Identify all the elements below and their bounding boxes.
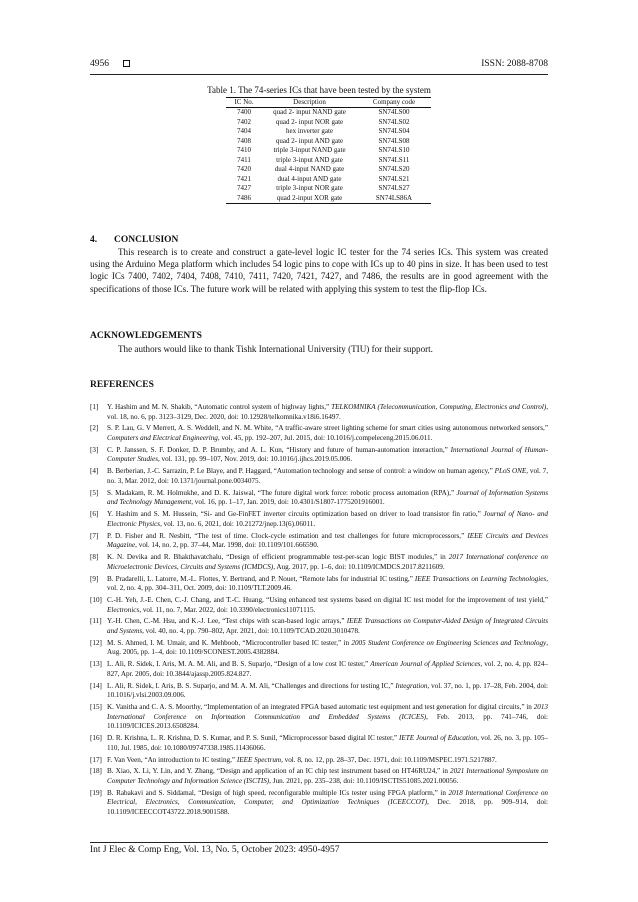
- table-row: [226, 108, 431, 118]
- table-cell: 7427: [237, 184, 251, 193]
- table-cell: quad 2- input AND gate: [275, 136, 344, 145]
- reference-venue: American Journal of Applied Sciences: [370, 660, 481, 669]
- footer-divider: [90, 842, 548, 843]
- reference-number: [18]: [90, 767, 102, 776]
- reference-details: , vol. 8, no. 12, pp. 28–37, Dec. 1971, doi: 10.1109/MSPEC.1971.5217887.: [281, 755, 497, 764]
- table-cell: SN74LS02: [378, 117, 410, 126]
- reference-number: [7]: [90, 531, 99, 540]
- reference-venue: IEEE Spectrum: [236, 755, 282, 764]
- reference-item: [90, 489, 548, 508]
- reference-text: M. S. Ahmed, I. M. Umair, and K. Mehboob, “Microcontroller based IC tester,” in: [107, 638, 352, 647]
- header-divider: [90, 74, 548, 75]
- table-cell: 7410: [237, 146, 251, 155]
- reference-venue: IEEE Circuits and Devices Magazine: [107, 531, 549, 550]
- reference-item: [90, 617, 548, 636]
- reference-venue: TELKOMNIKA (Telecommunication, Computing, Electronics and Control): [331, 403, 547, 411]
- reference-details: , Feb. 2013, pp. 741–746, doi: 10.1109/ICICES.2013.6508284.: [107, 712, 548, 731]
- page-footer: Int J Elec & Comp Eng, Vol. 13, No. 5, October 2023: 4950-4957: [90, 845, 340, 855]
- reference-number: [1]: [90, 403, 99, 411]
- reference-text: K. Vanitha and C. A. S. Moorthy, “Implementation of an integrated FPGA based automatic test equipment and test generation for digital circuits,” in: [107, 703, 534, 712]
- reference-number: [13]: [90, 660, 102, 669]
- reference-details: , vol. 13, no. 6, 2021, doi: 10.21272/jnep.13(6).06011.: [160, 519, 316, 528]
- table-cell: SN74LS08: [378, 136, 410, 145]
- table-row: [226, 118, 431, 127]
- reference-venue: PLoS ONE: [494, 467, 527, 476]
- reference-details: , vol. 37, no. 1, pp. 17–28, Feb. 2004, doi: 10.1016/j.vlsi.2003.09.006.: [107, 681, 549, 700]
- reference-venue: Journal of Nano- and Electronic Physics: [107, 510, 549, 528]
- reference-item: [90, 510, 548, 529]
- reference-item: [90, 767, 548, 786]
- reference-venue: Journal of Information Systems and Technology Management: [107, 488, 548, 507]
- reference-number: [16]: [90, 734, 102, 743]
- table-cell: 7411: [237, 155, 251, 164]
- reference-item: [90, 403, 548, 422]
- reference-item: [90, 532, 548, 551]
- reference-number: [19]: [90, 788, 102, 797]
- reference-number: [14]: [90, 681, 102, 690]
- reference-details: , vol. 2, no. 4, pp. 824–827, Apr. 2005, doi: 10.3844/ajassp.2005.824.827.: [107, 660, 548, 678]
- reference-details: , Dec. 2018, pp. 909–914, doi: 10.1109/ICEECCOT43722.2018.9001588.: [107, 798, 548, 817]
- reference-details: , vol. 14, no. 2, pp. 37–44, Mar. 1998, doi: 10.1109/101.666590.: [135, 541, 319, 550]
- reference-venue: International Journal of Human-Computer Studies: [107, 445, 548, 464]
- table-cell: SN74LS04: [378, 127, 410, 136]
- reference-item: [90, 446, 548, 465]
- table-cell: 7421: [237, 174, 251, 183]
- ic-table: [226, 97, 431, 204]
- table-cell: SN74LS00: [378, 108, 410, 117]
- table-cell: SN74LS11: [378, 155, 410, 164]
- table-row: [226, 146, 431, 155]
- reference-number: [9]: [90, 574, 99, 583]
- table-body: [226, 108, 431, 204]
- reference-item: [90, 756, 548, 766]
- page-header: [90, 59, 548, 73]
- reference-text: Y.-H. Chen, C.-M. Hsu, and K.-J. Lee, “Test chips with scan-based logic arrays,”: [107, 617, 347, 626]
- square-bullet-icon: [123, 60, 130, 67]
- reference-venue: Computers and Electrical Engineering: [107, 434, 218, 443]
- reference-number: [3]: [90, 445, 99, 454]
- table-cell: 7402: [237, 117, 251, 126]
- reference-text: S. P. Lau, G. V Merrett, A. S. Weddell, and N. M. White, “A traffic-aware street lighting scheme for smart cities using autonomous networked sensors,”: [107, 424, 548, 433]
- reference-venue: IEEE Transactions on Learning Technologies: [414, 574, 547, 583]
- issn-label: ISSN: 2088-8708: [481, 59, 548, 69]
- table-cell: SN74LS21: [378, 174, 410, 183]
- table-cell: quad 2-input XOR gate: [262, 194, 357, 204]
- page-number: 4956: [90, 59, 109, 69]
- reference-details: , vol. 2, no. 4, pp. 304–311, Oct. 2009, doi: 10.1109/TLT.2009.46.: [107, 574, 548, 593]
- reference-text: S. Madakam, R. M. Holmukhe, and D. K. Jaiswal, “The future digital work force: robotic process automation (RPA),”: [107, 488, 457, 497]
- reference-details: , vol. 40, no. 4, pp. 790–802, Apr. 2021, doi: 10.1109/TCAD.2020.3010478.: [142, 626, 360, 635]
- table-header-cell: IC No.: [226, 98, 262, 108]
- reference-venue: Electronics: [107, 605, 140, 614]
- acknowledgements-heading: ACKNOWLEDGEMENTS: [90, 331, 202, 341]
- table-row: [226, 175, 431, 184]
- table-cell: SN74LS20: [378, 165, 410, 174]
- reference-venue: 2018 International Conference on Electrical, Electronics, Communication, Computer, and Optimization Techniques (ICEECCOT): [107, 788, 548, 807]
- reference-text: B. Rabakavi and S. Siddamal, “Design of high speed, reconfigurable multiple ICs tester using FPGA platform,” in: [107, 788, 449, 797]
- reference-number: [6]: [90, 510, 99, 519]
- section-number: 4.: [90, 235, 98, 245]
- reference-number: [12]: [90, 638, 102, 647]
- reference-details: , vol. 16, pp. 1–17, Jan. 2019, doi: 10.4301/S1807-1775201916001.: [191, 498, 385, 507]
- table-cell: quad 2- input NOR gate: [275, 117, 344, 126]
- acknowledgements-paragraph: The authors would like to thank Tishk International University (TIU) for their support.: [118, 344, 433, 354]
- table-cell: hex inverter gate: [285, 127, 334, 136]
- reference-item: [90, 639, 548, 658]
- table-cell: SN74LS86A: [357, 194, 431, 204]
- reference-item: [90, 553, 548, 572]
- section-title: CONCLUSION: [114, 235, 179, 245]
- reference-text: L. Ali, R. Sidek, I. Aris, M. A. M. Ali, and B. S. Suparjo, “Design of a low cost IC tester,”: [107, 660, 371, 669]
- reference-text: C.-H. Yeh, J.-E. Chen, C.-J. Chang, and T.-C. Huang, “Using enhanced test systems based on digital IC test model for the improvement of test yield,”: [107, 595, 548, 604]
- reference-details: , vol. 18, no. 6, pp. 3123–3129, Dec. 2020, doi: 10.12928/telkomnika.v18i6.16497.: [107, 403, 549, 421]
- table-row: [226, 137, 431, 146]
- reference-venue: IETE Journal of Education: [399, 734, 478, 743]
- table-cell: SN74LS10: [378, 146, 410, 155]
- reference-venue: 2021 International Symposium on Computer Technology and Information Science (ISCTIS): [107, 767, 548, 786]
- reference-number: [11]: [90, 617, 102, 626]
- table-header-cell: Description: [262, 98, 357, 108]
- table-cell: dual 4-input AND gate: [277, 174, 342, 183]
- table-cell: triple 3-input NAND gate: [273, 146, 346, 155]
- reference-number: [2]: [90, 424, 99, 433]
- reference-details: , Aug. 2017, pp. 1–6, doi: 10.1109/ICMDCS.2017.8211609.: [273, 562, 445, 571]
- table-cell: 7400: [237, 108, 251, 117]
- reference-venue: 2013 International Conference on Information Communication and Embedded Systems (ICICES): [107, 703, 548, 721]
- table-cell: triple 3-input NOR gate: [276, 184, 343, 193]
- reference-text: P. D. Fisher and R. Nesbitt, “The test of time. Clock-cycle estimation and test challenges for future microprocessors,”: [107, 531, 468, 540]
- reference-item: [90, 596, 548, 615]
- table-caption: Table 1. The 74-series ICs that have been tested by the system: [207, 85, 431, 95]
- reference-text: B. Xiao, X. Li, Y. Lin, and Y. Zhang, “Design and application of an IC chip test instrument based on HT46RU24,” in: [107, 767, 451, 776]
- reference-details: , vol. 7, no. 3, Mar. 2012, doi: 10.1371/journal.pone.0034075.: [107, 467, 549, 485]
- reference-text: B. Berberian, J.-C. Sarrazin, P. Le Blaye, and P. Haggard, “Automation technology and sense of control: a window on human agency,”: [107, 467, 495, 476]
- reference-item: [90, 467, 548, 486]
- reference-number: [4]: [90, 467, 99, 476]
- table-cell: dual 4-input NAND gate: [274, 165, 345, 174]
- table-header-row: [226, 98, 431, 108]
- table-cell: 7404: [237, 127, 251, 136]
- table-header-cell: Company code: [357, 98, 431, 108]
- reference-item: [90, 424, 548, 443]
- reference-details: , Jun. 2021, pp. 235–238, doi: 10.1109/ISCTIS51085.2021.00056.: [269, 777, 459, 786]
- table-cell: triple 3-input AND gate: [276, 155, 343, 164]
- reference-text: F. Van Veen, “An introduction to IC testing,”: [107, 755, 237, 764]
- reference-number: [5]: [90, 488, 99, 497]
- references-heading: REFERENCES: [90, 380, 154, 390]
- reference-number: [15]: [90, 703, 102, 712]
- reference-details: , vol. 45, pp. 192–207, Jul. 2015, doi: 10.1016/j.compeleceng.2015.06.011.: [217, 434, 433, 443]
- reference-text: Y. Hashim and S. M. Hussein, “Si- and Ge-FinFET inverter circuits optimization based on driver to load transistor fin ratio,”: [107, 510, 484, 519]
- reference-item: [90, 575, 548, 594]
- reference-number: [10]: [90, 595, 102, 604]
- table-cell: 7486: [226, 194, 262, 204]
- reference-item: [90, 660, 548, 679]
- reference-item: [90, 682, 548, 701]
- reference-text: K. N. Devika and R. Bhakthavatchalu, “Design of efficient programmable test-per-scan logic BIST modules,” in: [107, 553, 449, 562]
- table-cell: quad 2- input NAND gate: [273, 108, 346, 117]
- conclusion-heading: [90, 235, 178, 245]
- reference-number: [8]: [90, 553, 99, 562]
- reference-text: D. R. Krishna, L. R. Krishna, D. S. Kumar, and P. S. Sunil, “Microprocessor based digital IC tester,”: [107, 734, 400, 743]
- reference-venue: 2017 International conference on Microelectronic Devices, Circuits and Systems (ICMDCS): [107, 553, 548, 571]
- reference-item: [90, 703, 548, 732]
- conclusion-paragraph: This research is to create and construct a gate-level logic IC tester for the 74 series ICs. This system was created using the Arduino Mega platform which includes 54 logic pins to cope with ICs up to 40 pins in size. It has been used to test logic ICs 7400, 7402, 7404, 7408, 7410, 7411, 7420, 7421, 7427, and 7486, the results are in good agreement with the specifications of those ICs. The future work will be related with applying this system to test the flip-flop ICs.: [90, 247, 548, 294]
- reference-number: [17]: [90, 755, 102, 764]
- table-row: [226, 165, 431, 174]
- table-cell: 7420: [237, 165, 251, 174]
- table-row: [226, 184, 431, 193]
- reference-details: , vol. 26, no. 3, pp. 105–110, Jul. 1985, doi: 10.1080/09747338.1985.11436066.: [107, 734, 549, 752]
- table-row: [226, 156, 431, 165]
- table-cell: 7408: [237, 136, 251, 145]
- reference-details: , vol. 11, no. 7, Mar. 2022, doi: 10.3390/electronics11071115.: [139, 605, 316, 614]
- reference-venue: Integration: [395, 681, 428, 690]
- reference-text: B. Pradarelli, L. Latorre, M.-L. Flottes, Y. Bertrand, and P. Nouet, “Remote labs for industrial IC testing,”: [107, 574, 415, 583]
- reference-item: [90, 789, 548, 818]
- table-cell: SN74LS27: [378, 184, 410, 193]
- reference-venue: IEEE Transactions on Computer-Aided Design of Integrated Circuits and Systems: [107, 617, 548, 635]
- reference-text: Y. Hashim and M. N. Shakib, “Automatic control system of highway lights,”: [107, 403, 332, 411]
- reference-details: , Aug. 2005, pp. 1–4, doi: 10.1109/SCONEST.2005.4382884.: [107, 638, 549, 657]
- table-row: [226, 127, 431, 136]
- reference-details: , vol. 131, pp. 99–107, Nov. 2019, doi: 10.1016/j.ijhcs.2019.05.006.: [157, 455, 353, 464]
- reference-item: [90, 734, 548, 753]
- reference-list: [90, 403, 548, 820]
- table-row: [226, 194, 431, 204]
- reference-text: C. P. Janssen, S. F. Donker, D. P. Brumby, and A. L. Kun, “History and future of human-automation interaction,”: [107, 445, 451, 454]
- reference-text: L. Ali, R. Sidek, I. Aris, B. S. Suparjo, and M. A. M. Ali, “Challenges and directions for testing IC,”: [107, 681, 396, 690]
- reference-venue: 2005 Student Conference on Engineering Sciences and Technology: [351, 638, 547, 647]
